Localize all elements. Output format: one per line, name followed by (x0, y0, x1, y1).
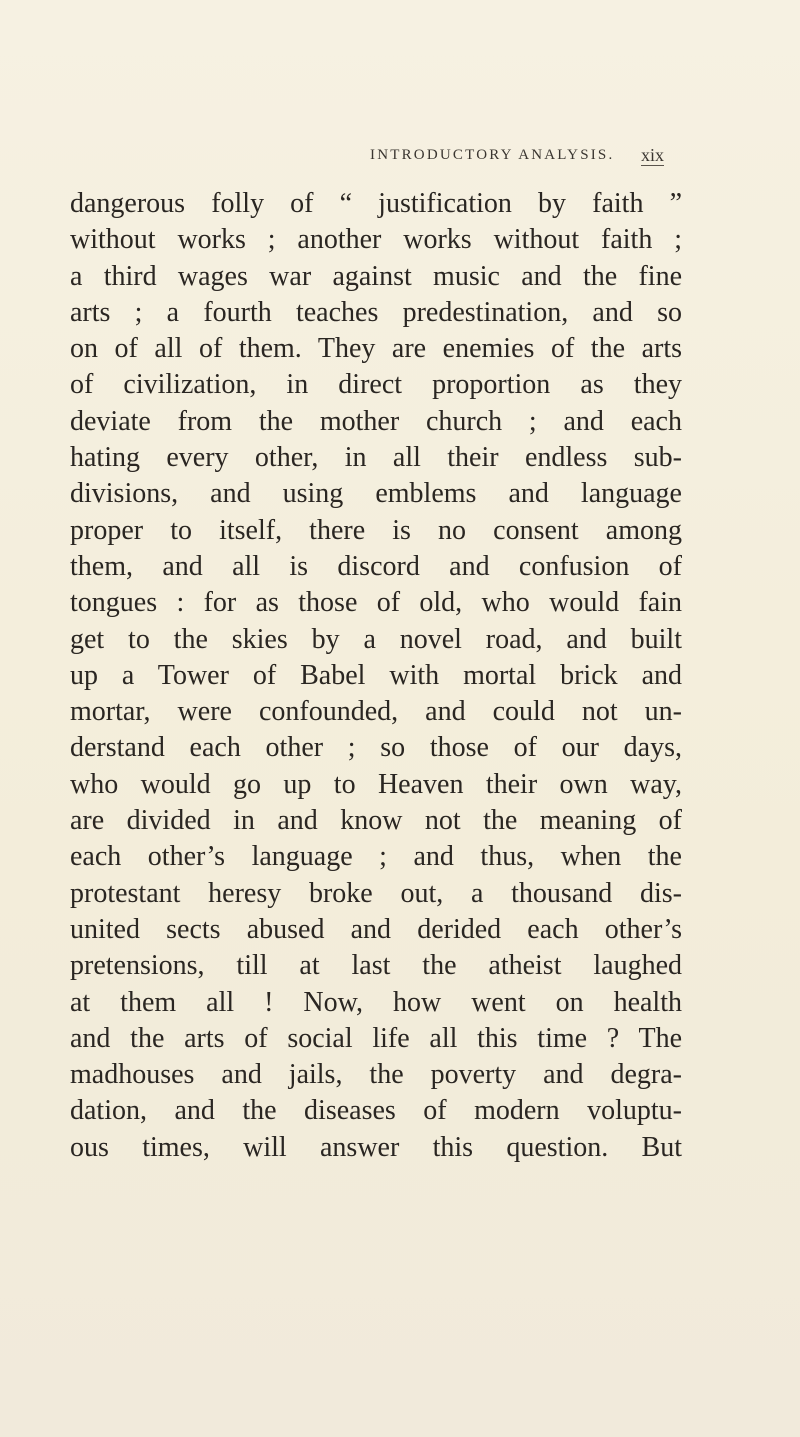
text-line: who would go up to Heaven their own way, (70, 768, 682, 800)
text-line: on of all of them. They are enemies of the arts (70, 333, 682, 365)
text-line: ous times, will answer this question. But (70, 1131, 682, 1163)
text-line: derstand each other ; so those of our days, (70, 732, 682, 764)
text-line: up a Tower of Babel with mortal brick and (70, 659, 682, 691)
text-line: them, and all is discord and confusion of (70, 550, 682, 582)
text-line: dation, and the diseases of modern voluptu- (70, 1095, 682, 1127)
running-head (0, 147, 800, 169)
text-line: a third wages war against music and the fine (70, 260, 682, 292)
running-title: INTRODUCTORY ANALYSIS. (370, 147, 615, 163)
text-line: mortar, were confounded, and could not un- (70, 696, 682, 728)
text-line: arts ; a fourth teaches predestination, and so (70, 296, 682, 328)
text-line: pretensions, till at last the atheist laughed (70, 950, 682, 982)
text-line: divisions, and using emblems and language (70, 478, 682, 510)
text-line: without works ; another works without faith ; (70, 224, 682, 256)
body-text (70, 186, 682, 1166)
text-line: united sects abused and derided each other’s (70, 913, 682, 945)
text-line: of civilization, in direct proportion as they (70, 369, 682, 401)
text-line: deviate from the mother church ; and each (70, 405, 682, 437)
text-line: proper to itself, there is no consent among (70, 514, 682, 546)
text-line: get to the skies by a novel road, and built (70, 623, 682, 655)
text-line: hating every other, in all their endless sub- (70, 442, 682, 474)
text-line: are divided in and know not the meaning of (70, 805, 682, 837)
text-line: protestant heresy broke out, a thousand dis- (70, 877, 682, 909)
text-line: madhouses and jails, the poverty and degra- (70, 1059, 682, 1091)
text-line: dangerous folly of “ justification by faith ” (70, 188, 682, 219)
text-line: each other’s language ; and thus, when the (70, 841, 682, 873)
text-line: and the arts of social life all this time ? The (70, 1022, 682, 1054)
text-line: at them all ! Now, how went on health (70, 986, 682, 1018)
text-line: tongues : for as those of old, who would fain (70, 587, 682, 619)
page-number: xix (641, 145, 665, 165)
